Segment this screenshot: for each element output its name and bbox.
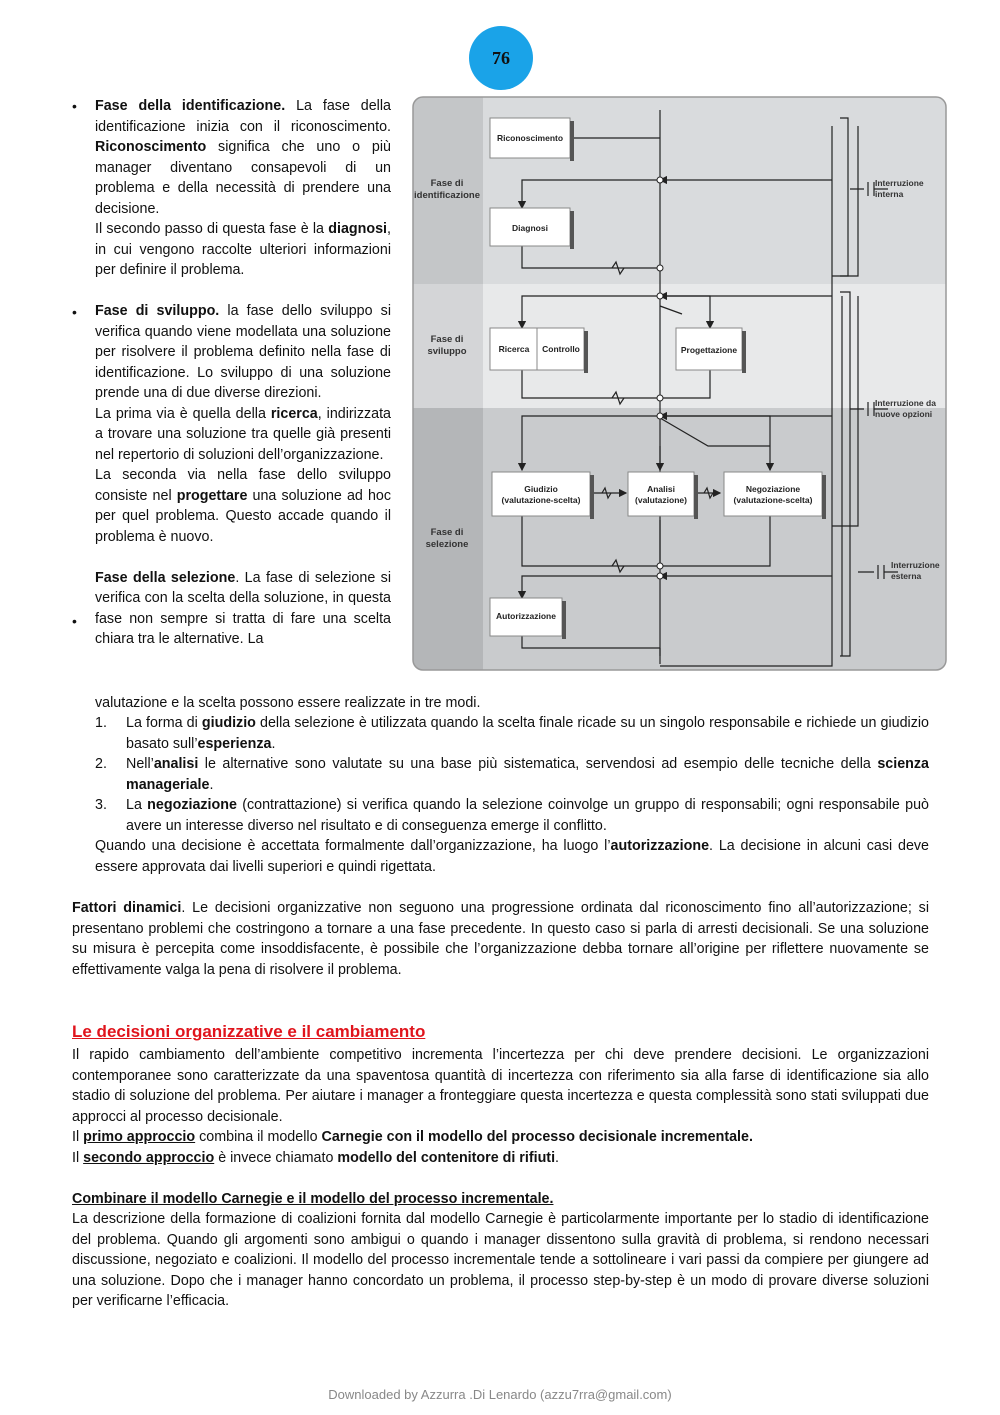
section-body bbox=[72, 1045, 929, 1312]
box-progettazione: Progettazione bbox=[680, 345, 738, 355]
dynamic-factors-paragraph: Fattori dinamici. Le decisioni organizzative non seguono una progressione ordinata dal riconoscimento fino all’autorizzazione; si presentano problemi che costringono a tornare a una fase precedente. In questo caso si parla di arresti decisionali. Se una soluzione su misura è percepita come insoddisfacente, è possibile che l’organizzazione debba tornare all’origine per riflettere nuovamente se effettivamente valga la pena di risolvere il problema. bbox=[72, 900, 929, 978]
list-item bbox=[95, 795, 929, 836]
phase-identificazione-label: Fase di identificazione bbox=[414, 178, 480, 201]
box-ricerca: Ricerca bbox=[498, 344, 530, 354]
list-item-text: La forma di giudizio della selezione è utilizzata quando la scelta finale ricade su un singolo responsabile e richiede un giudizio basato sull’esperienza. bbox=[126, 715, 929, 752]
list-item-text: La negoziazione (contrattazione) si verifica quando la selezione coinvolge un gruppo di responsabili; ogni responsabile può avere un interesse diverso nel risultato e di conseguenza emerge il conflitto. bbox=[126, 797, 929, 834]
box-giudizio: Giudizio (valutazione-scelta) bbox=[501, 484, 581, 505]
box-negoziazione: Negoziazione (valutazione-scelta) bbox=[733, 484, 813, 505]
bullet-dot: • bbox=[72, 613, 77, 629]
bullet-sviluppo: Fase di sviluppo. la fase dello sviluppo si verifica quando viene modellata una soluzione per risolvere il problema definito nella fase di identificazione. Lo sviluppo di una soluzione prende una di due diverse direzioni. bbox=[95, 303, 391, 401]
bullet-selezione: Fase della selezione. La fase di selezione si verifica con la scelta della soluzione, in questa fase non sempre si tratta di fare una scelta chiara tra le alternative. La bbox=[95, 569, 391, 647]
numbered-list bbox=[95, 713, 929, 877]
list-number: 2. bbox=[95, 756, 107, 772]
box-diagnosi: Diagnosi bbox=[512, 223, 548, 233]
bullet-identificazione: Fase della identificazione. La fase della identificazione inizia con il riconoscimento. Riconoscimento significa che uno o più manager diventano consapevoli di un problema e della necessità di prendere una decisione. bbox=[95, 98, 391, 217]
interruzione-interna-label: Interruzione interna bbox=[875, 178, 924, 199]
interruzione-opzioni-label: Interruzione da nuove opzioni bbox=[875, 398, 936, 419]
box-autorizzazione: Autorizzazione bbox=[496, 611, 556, 621]
box-analisi: Analisi (valutazione) bbox=[635, 484, 687, 505]
approach-2: Il secondo approccio è invece chiamato modello del contenitore di rifiuti. bbox=[72, 1149, 560, 1166]
phase-selezione-label: Fase di selezione bbox=[425, 527, 469, 550]
list-item bbox=[95, 713, 929, 754]
approach-1: Il primo approccio combina il modello Carnegie con il modello del processo decisionale incrementale. bbox=[72, 1129, 753, 1145]
list-item bbox=[95, 754, 929, 795]
section-heading: Le decisioni organizzative e il cambiamento bbox=[72, 1022, 426, 1041]
bullet-dot: • bbox=[72, 304, 77, 320]
footer-download-note: Downloaded by Azzurra .Di Lenardo (azzu7rra@gmail.com) bbox=[328, 1387, 672, 1402]
box-riconoscimento: Riconoscimento bbox=[496, 133, 564, 143]
left-column-text bbox=[95, 96, 391, 650]
page-number: 76 bbox=[469, 26, 533, 90]
box-controllo: Controllo bbox=[542, 344, 580, 354]
section-intro: Il rapido cambiamento dell’ambiente competitivo incrementa l’incertezza per chi deve prendere decisioni. Le organizzazioni contemporanee sono caratterizzate da una spaventosa quantità di incertezza con riferimento sia alla farse di identificazione sia allo stadio di soluzione del problema. Per aiutare i manager a fronteggiare questa incertezza e questa complessità sono stati sviluppati due approcci al processo decisionale. bbox=[72, 1047, 929, 1125]
list-number: 3. bbox=[95, 797, 107, 813]
sub-paragraph: La descrizione della formazione di coalizioni fornita dal modello Carnegie è particolarmente importante per lo stadio di identificazione del problema. Quando gli argomenti sono ambigui o quando i manager dissentono sulla gravità di problema, si rendono necessari discussione, negoziato e coalizioni. Il modello del processo incrementale tende a sottolineare i vari passi da compiere per giungere ad una soluzione. Dopo che i manager hanno concordato un problema, il processo step-by-step è un modo di provare diverse soluzioni per verificarne l’efficacia. bbox=[72, 1211, 929, 1309]
list-number: 1. bbox=[95, 715, 107, 731]
bullet-sviluppo-extra-2: La seconda via nella fase dello sviluppo consiste nel progettare una soluzione ad hoc per quel problema. Questo accade quando il problema è nuovo. bbox=[95, 467, 391, 545]
interruzione-esterna-label: Interruzione esterna bbox=[891, 560, 940, 581]
bullet-dot: • bbox=[72, 98, 77, 114]
selection-continuation: valutazione e la scelta possono essere realizzate in tre modi. bbox=[95, 695, 481, 711]
bullet-sviluppo-extra-1: La prima via è quella della ricerca, indirizzata a trovare una soluzione tra quelle già presenti nel repertorio di soluzioni dell’organizzazione. bbox=[95, 405, 392, 463]
list-item-text: Nell’analisi le alternative sono valutate su una base più sistematica, servendosi ad esempio delle tecniche della scienza manageriale. bbox=[126, 756, 929, 793]
decision-process-diagram bbox=[412, 96, 947, 671]
phase-sviluppo-label: Fase di sviluppo bbox=[427, 334, 467, 357]
authorization-paragraph: Quando una decisione è accettata formalmente dall’organizzazione, ha luogo l’autorizzazione. La decisione in alcuni casi deve essere approvata dai livelli superiori e quindi rigettata. bbox=[95, 838, 930, 875]
bullet-identificazione-extra: Il secondo passo di questa fase è la diagnosi, in cui vengono raccolte ulteriori informazioni per definire il problema. bbox=[95, 221, 391, 278]
subheading: Combinare il modello Carnegie e il modello del processo incrementale. bbox=[72, 1190, 554, 1207]
